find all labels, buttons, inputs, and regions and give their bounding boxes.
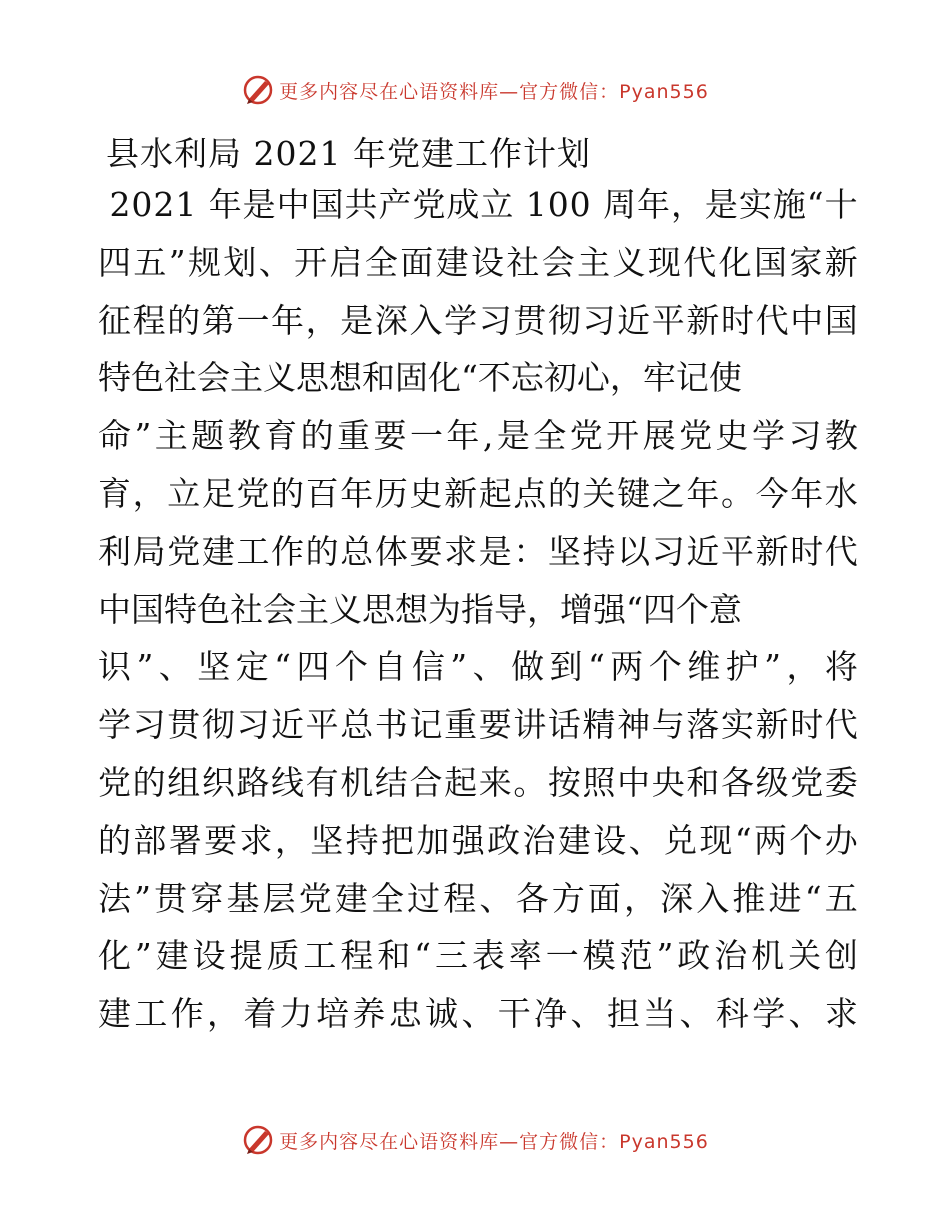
body-line: 学 习 贯 彻 习 近 平 总 书 记 重 要 讲 话 精 神 与 落 实 新 时 代 (98, 705, 858, 745)
body-line: 利 局 党 建 工 作 的 总 体 要 求 是 ： 坚 持 以 习 近 平 新 时 代 (98, 531, 858, 571)
body-line: 特色社会主义思想和固化“不忘初心，牢记使 (98, 358, 742, 398)
body-line: 建 工 作 ， 着 力 培 养 忠 诚 、 干 净 、 担 当 、 科 学 、 求 (98, 994, 858, 1034)
watermark-text: 更多内容尽在心语资料库—官方微信：Pyan556 (279, 1130, 709, 1153)
watermark-text: 更多内容尽在心语资料库—官方微信：Pyan556 (279, 80, 709, 103)
body-line: 征 程 的 第 一 年 ， 是 深 入 学 习 贯 彻 习 近 平 新 时 代 中 国 (98, 300, 858, 340)
pen-logo-icon (241, 1123, 275, 1157)
body-line: 命 ” 主 题 教 育 的 重 要 一 年 , 是 全 党 开 展 党 史 学 习 教 (98, 416, 858, 456)
body-line: 育 ， 立 足 党 的 百 年 历 史 新 起 点 的 关 键 之 年 。 今 年 水 (98, 473, 858, 513)
body-line: 化 ” 建 设 提 质 工 程 和 “ 三 表 率 一 模 范 ” 政 治 机 关 创 (98, 936, 858, 976)
watermark-header (0, 70, 950, 110)
body-line: 2 0 2 1 年 是 中 国 共 产 党 成 立 1 0 0 周 年 ， 是 实 施 “ 十 (109, 185, 858, 224)
body-line: 党 的 组 织 路 线 有 机 结 合 起 来 。 按 照 中 央 和 各 级 党 委 (98, 762, 858, 802)
pen-logo-icon (241, 73, 275, 107)
body-line: 中国特色社会主义思想为指导，增强“四个意 (98, 589, 742, 629)
document-body (98, 176, 858, 1043)
body-line: 法 ” 贯 穿 基 层 党 建 全 过 程 、 各 方 面 ， 深 入 推 进 “ 五 (98, 878, 858, 918)
body-line: 的 部 署 要 求 ， 坚 持 把 加 强 政 治 建 设 、 兑 现 “ 两 个 办 (98, 820, 858, 860)
watermark-footer (0, 1120, 950, 1160)
body-line: 四 五 ” 规 划 、 开 启 全 面 建 设 社 会 主 义 现 代 化 国 家 新 (98, 242, 858, 282)
body-line: 识 ” 、 坚 定 “ 四 个 自 信 ” 、 做 到 “ 两 个 维 护 ” ， 将 (98, 647, 858, 687)
document-title: 县水利局 2021 年党建工作计划 (106, 134, 591, 173)
